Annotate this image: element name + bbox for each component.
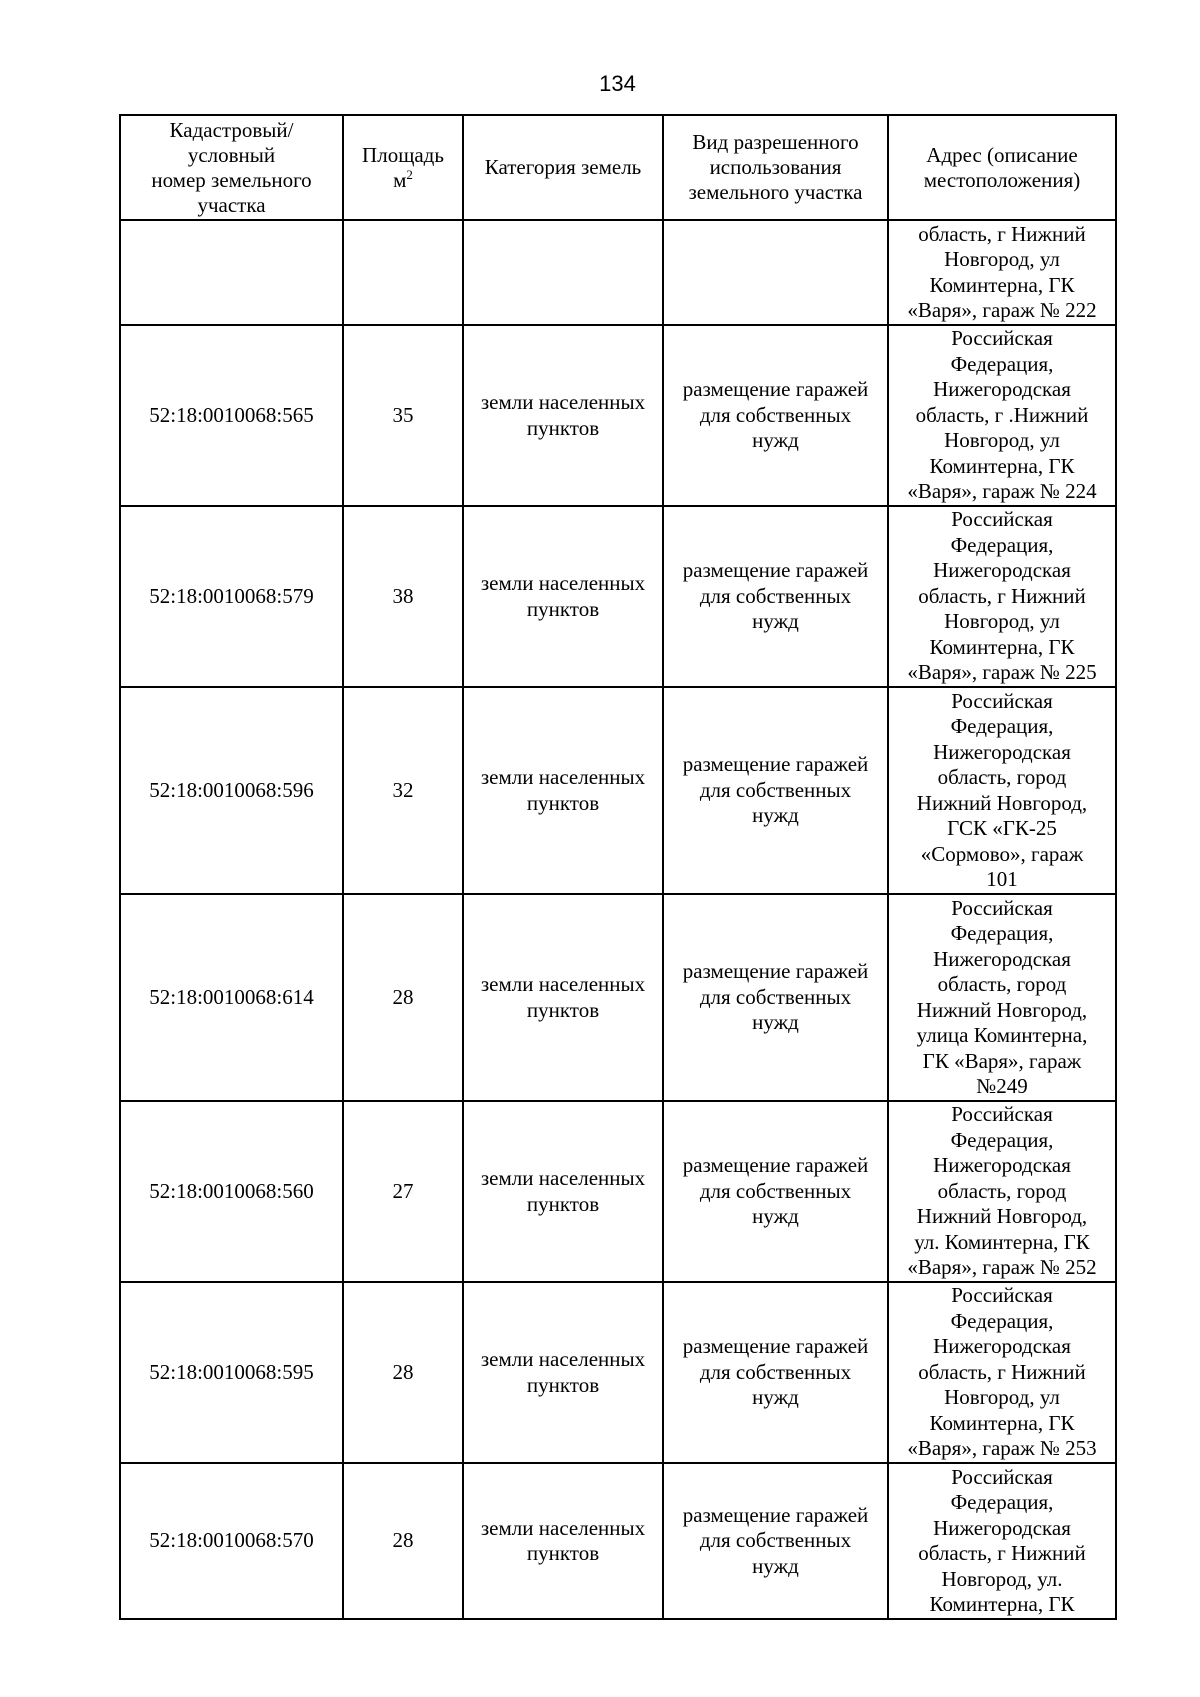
table-row (120, 506, 1116, 687)
category-cell (463, 220, 663, 325)
address-line: Федерация, (950, 532, 1054, 557)
category-line: земли населенных (480, 1515, 646, 1540)
address-line: Российская (951, 688, 1053, 713)
address-line: область, г Нижний (918, 583, 1086, 608)
address-line: область, г Нижний (918, 1541, 1086, 1565)
address-line: область, город (937, 972, 1067, 996)
table-row (120, 1282, 1116, 1463)
category-cell (463, 1463, 663, 1619)
address-line: Нижний Новгород, (916, 997, 1088, 1022)
address-cell (888, 1463, 1116, 1619)
address-line: Нижегородская (933, 1153, 1071, 1178)
address-line: №249 (976, 1074, 1028, 1098)
table-row (120, 1463, 1116, 1619)
use-line: для собственных (699, 402, 852, 427)
cadastral-number-cell: 52:18:0010068:595 (120, 1282, 343, 1463)
address-line: Федерация, (950, 1127, 1054, 1152)
use-line: для собственных (699, 583, 852, 608)
address-line: Российская (951, 895, 1053, 920)
address-line: область, г .Нижний (915, 402, 1089, 427)
address-line: ул. Коминтерна, ГК (914, 1229, 1090, 1254)
header-use: Вид разрешенного использования земельного участка (663, 115, 888, 220)
address-cell (888, 506, 1116, 687)
area-cell: 28 (343, 1463, 463, 1619)
address-line: Нижегородская (933, 558, 1071, 583)
use-cell (663, 506, 888, 687)
address-line: улица Коминтерна, (916, 1023, 1088, 1047)
cadastral-number-cell: 52:18:0010068:565 (120, 325, 343, 506)
use-cell (663, 325, 888, 506)
use-cell (663, 687, 888, 894)
use-line: для собственных (699, 1178, 852, 1203)
use-cell (663, 1282, 888, 1463)
header-address: Адрес (описание местоположения) (888, 115, 1116, 220)
header-area: Площадь $м^2$ (343, 115, 463, 220)
area-cell: 28 (343, 1282, 463, 1463)
category-line: земли населенных (480, 1166, 646, 1190)
address-line: Нижегородская (933, 1515, 1071, 1540)
category-line: пунктов (526, 1191, 600, 1216)
category-cell (463, 506, 663, 687)
address-line: Коминтерна, ГК (929, 1410, 1075, 1435)
address-line: Российская (951, 507, 1053, 532)
area-cell: 38 (343, 506, 463, 687)
use-line: для собственных (699, 1359, 852, 1384)
address-line: область, город (937, 765, 1067, 789)
area-cell (343, 220, 463, 325)
address-line: Российская (951, 1283, 1053, 1308)
address-cell (888, 1282, 1116, 1463)
page-number: 134 (599, 71, 636, 96)
address-line: Новгород, ул (944, 1385, 1060, 1410)
table-row (120, 894, 1116, 1101)
use-cell (663, 1101, 888, 1282)
address-line: «Варя», гараж № 225 (907, 660, 1097, 685)
use-line: нужд (752, 803, 799, 828)
area-cell: 27 (343, 1101, 463, 1282)
category-cell (463, 687, 663, 894)
category-line: пунктов (526, 415, 600, 440)
cadastral-number-cell: 52:18:0010068:614 (120, 894, 343, 1101)
use-line: нужд (752, 1553, 799, 1578)
address-line: ГК «Варя», гараж (922, 1048, 1082, 1073)
address-line: Новгород, ул (944, 609, 1060, 634)
category-line: земли населенных (480, 972, 646, 996)
address-line: Нижегородская (933, 946, 1071, 971)
cadastral-number-cell: 52:18:0010068:579 (120, 506, 343, 687)
category-line: земли населенных (480, 765, 646, 789)
use-cell (663, 1463, 888, 1619)
address-line: «Варя», гараж № 224 (907, 479, 1097, 504)
address-line: Коминтерна, ГК (929, 453, 1075, 478)
use-line: размещение гаражей (682, 558, 869, 583)
use-line: для собственных (699, 1528, 852, 1553)
address-cell: область, г Нижний Новгород, ул Коминтерна, ГК «Варя», гараж № 222 (888, 220, 1116, 325)
address-cell (888, 325, 1116, 506)
address-line: Новгород, ул. (941, 1566, 1063, 1591)
table-row (120, 687, 1116, 894)
use-line: размещение гаражей (682, 377, 869, 402)
address-line: область, г Нижний (918, 1359, 1086, 1384)
use-line: нужд (752, 1204, 799, 1229)
address-line: Нижегородская (933, 377, 1071, 402)
cadastral-number-cell: 52:18:0010068:596 (120, 687, 343, 894)
address-line: Нижний Новгород, (916, 790, 1088, 815)
area-cell: 28 (343, 894, 463, 1101)
address-line: Федерация, (950, 1308, 1054, 1333)
use-cell (663, 894, 888, 1101)
table-row-continuation (120, 220, 1116, 325)
cadastral-number-cell: 52:18:0010068:560 (120, 1101, 343, 1282)
use-line: нужд (752, 1010, 799, 1035)
address-line: Коминтерна, ГК (929, 634, 1075, 659)
cadastral-number-cell: 52:18:0010068:570 (120, 1463, 343, 1619)
land-plots-table (119, 114, 1117, 1620)
address-line: Федерация, (950, 714, 1054, 738)
address-line: 101 (986, 867, 1018, 891)
address-line: «Варя», гараж № 252 (907, 1255, 1097, 1280)
cadastral-cell (120, 220, 343, 325)
category-line: пунктов (526, 997, 600, 1022)
category-cell (463, 1282, 663, 1463)
use-line: нужд (752, 609, 799, 634)
address-line: «Варя», гараж № 253 (907, 1436, 1097, 1461)
use-line: для собственных (699, 777, 852, 802)
address-line: Российская (951, 326, 1053, 351)
area-cell: 32 (343, 687, 463, 894)
use-line: размещение гаражей (682, 959, 869, 984)
address-line: область, город (937, 1178, 1067, 1203)
category-line: земли населенных (480, 1347, 646, 1371)
use-line: размещение гаражей (682, 1502, 869, 1527)
address-line: Нижегородская (933, 739, 1071, 764)
address-cell (888, 894, 1116, 1101)
table-row (120, 325, 1116, 506)
category-cell (463, 325, 663, 506)
table-header-row (120, 115, 1116, 220)
use-cell (663, 220, 888, 325)
address-line: «Сормово», гараж (920, 841, 1084, 866)
category-cell (463, 894, 663, 1101)
header-category: Категория земель (463, 115, 663, 220)
address-line: ГСК «ГК-25 (947, 816, 1057, 840)
use-line: размещение гаражей (682, 752, 869, 777)
use-line: для собственных (699, 984, 852, 1009)
address-line: Нижний Новгород, (916, 1204, 1088, 1229)
address-line: Новгород, ул (944, 428, 1060, 453)
category-line: пунктов (526, 1541, 600, 1565)
use-line: нужд (752, 428, 799, 453)
address-cell (888, 687, 1116, 894)
address-line: Федерация, (950, 351, 1054, 376)
category-line: пунктов (526, 596, 600, 621)
category-line: земли населенных (480, 390, 646, 414)
address-cell (888, 1101, 1116, 1282)
address-line: Российская (951, 1102, 1053, 1127)
address-line: Федерация, (950, 1490, 1054, 1514)
address-line: Нижегородская (933, 1334, 1071, 1359)
category-line: земли населенных (480, 571, 646, 595)
area-cell: 35 (343, 325, 463, 506)
address-line: Российская (951, 1464, 1053, 1489)
header-cadastral: Кадастровый/ условный номер земельного участка (120, 115, 343, 220)
use-line: размещение гаражей (682, 1153, 869, 1178)
address-line: Коминтерна, ГК (929, 1592, 1075, 1616)
use-line: размещение гаражей (682, 1334, 869, 1359)
use-line: нужд (752, 1385, 799, 1410)
table-row (120, 1101, 1116, 1282)
category-cell (463, 1101, 663, 1282)
category-line: пунктов (526, 790, 600, 815)
category-line: пунктов (526, 1372, 600, 1397)
address-line: Федерация, (950, 921, 1054, 945)
